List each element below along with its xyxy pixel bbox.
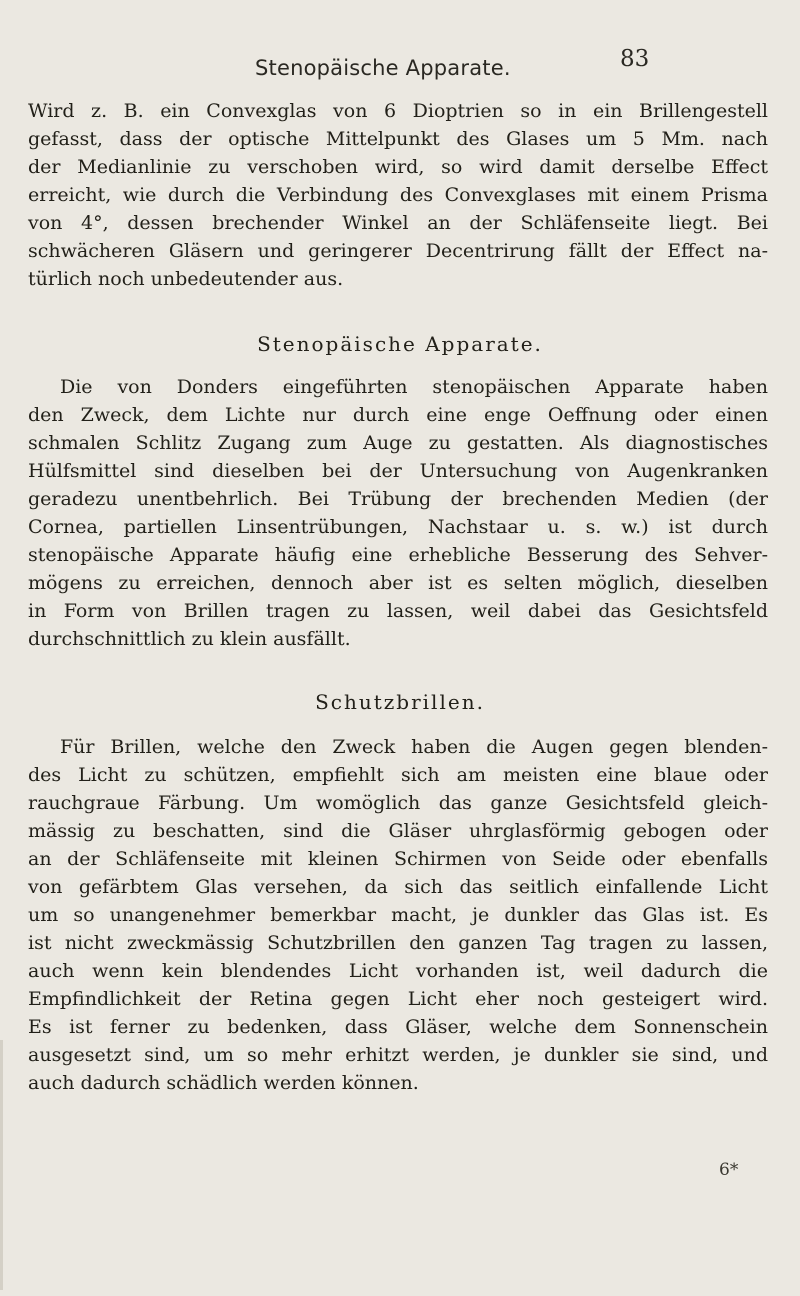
text-line: erreicht, wie durch die Verbindung des Convexglases mit einem Prisma: [28, 184, 768, 206]
text-line: des Licht zu schützen, empfiehlt sich am meisten eine blaue oder: [28, 764, 768, 786]
running-title: Stenopäische Apparate.: [255, 56, 511, 80]
text-line: stenopäische Apparate häufig eine erhebliche Besserung des Sehver-: [28, 544, 768, 566]
text-line: auch dadurch schädlich werden können.: [28, 1072, 419, 1094]
text-line: Hülfsmittel sind dieselben bei der Untersuchung von Augenkranken: [28, 460, 768, 482]
text-line: ausgesetzt sind, um so mehr erhitzt werden, je dunkler sie sind, und: [28, 1044, 768, 1066]
text-line: durchschnittlich zu klein ausfällt.: [28, 628, 351, 650]
section-heading: Schutzbrillen.: [315, 690, 485, 714]
text-line: an der Schläfenseite mit kleinen Schirmen von Seide oder ebenfalls: [28, 848, 768, 870]
text-line: Es ist ferner zu bedenken, dass Gläser, welche dem Sonnenschein: [28, 1016, 768, 1038]
text-line: rauchgraue Färbung. Um womöglich das ganze Gesichtsfeld gleich-: [28, 792, 768, 814]
text-line: Für Brillen, welche den Zweck haben die Augen gegen blenden-: [60, 736, 768, 758]
text-line: Wird z. B. ein Convexglas von 6 Dioptrien so in ein Brillengestell: [28, 100, 768, 122]
page-number: 83: [620, 46, 650, 72]
text-line: gefasst, dass der optische Mittelpunkt des Glases um 5 Mm. nach: [28, 128, 768, 150]
text-line: von gefärbtem Glas versehen, da sich das seitlich einfallende Licht: [28, 876, 768, 898]
text-line: in Form von Brillen tragen zu lassen, weil dabei das Gesichtsfeld: [28, 600, 768, 622]
text-line: geradezu unentbehrlich. Bei Trübung der brechenden Medien (der: [28, 488, 768, 510]
text-line: Empfindlichkeit der Retina gegen Licht eher noch gesteigert wird.: [28, 988, 768, 1010]
text-line: schmalen Schlitz Zugang zum Auge zu gestatten. Als diagnostisches: [28, 432, 768, 454]
text-line: mögens zu erreichen, dennoch aber ist es selten möglich, dieselben: [28, 572, 768, 594]
text-line: Cornea, partiellen Linsentrübungen, Nachstaar u. s. w.) ist durch: [28, 516, 768, 538]
text-line: den Zweck, dem Lichte nur durch eine enge Oeffnung oder einen: [28, 404, 768, 426]
text-line: mässig zu beschatten, sind die Gläser uhrglasförmig gebogen oder: [28, 820, 768, 842]
signature-mark: 6*: [719, 1160, 739, 1180]
section-heading: Stenopäische Apparate.: [257, 332, 543, 356]
page-header: [0, 46, 800, 86]
text-line: türlich noch unbedeutender aus.: [28, 268, 344, 290]
text-line: auch wenn kein blendendes Licht vorhanden ist, weil dadurch die: [28, 960, 768, 982]
text-line: schwächeren Gläsern und geringerer Decentrirung fällt der Effect na-: [28, 240, 768, 262]
text-line: von 4°, dessen brechender Winkel an der Schläfenseite liegt. Bei: [28, 212, 768, 234]
text-line: ist nicht zweckmässig Schutzbrillen den ganzen Tag tragen zu lassen,: [28, 932, 768, 954]
text-line: der Medianlinie zu verschoben wird, so wird damit derselbe Effect: [28, 156, 768, 178]
page-edge-shadow: [0, 1040, 3, 1290]
text-line: Die von Donders eingeführten stenopäischen Apparate haben: [60, 376, 768, 398]
text-line: um so unangenehmer bemerkbar macht, je dunkler das Glas ist. Es: [28, 904, 768, 926]
